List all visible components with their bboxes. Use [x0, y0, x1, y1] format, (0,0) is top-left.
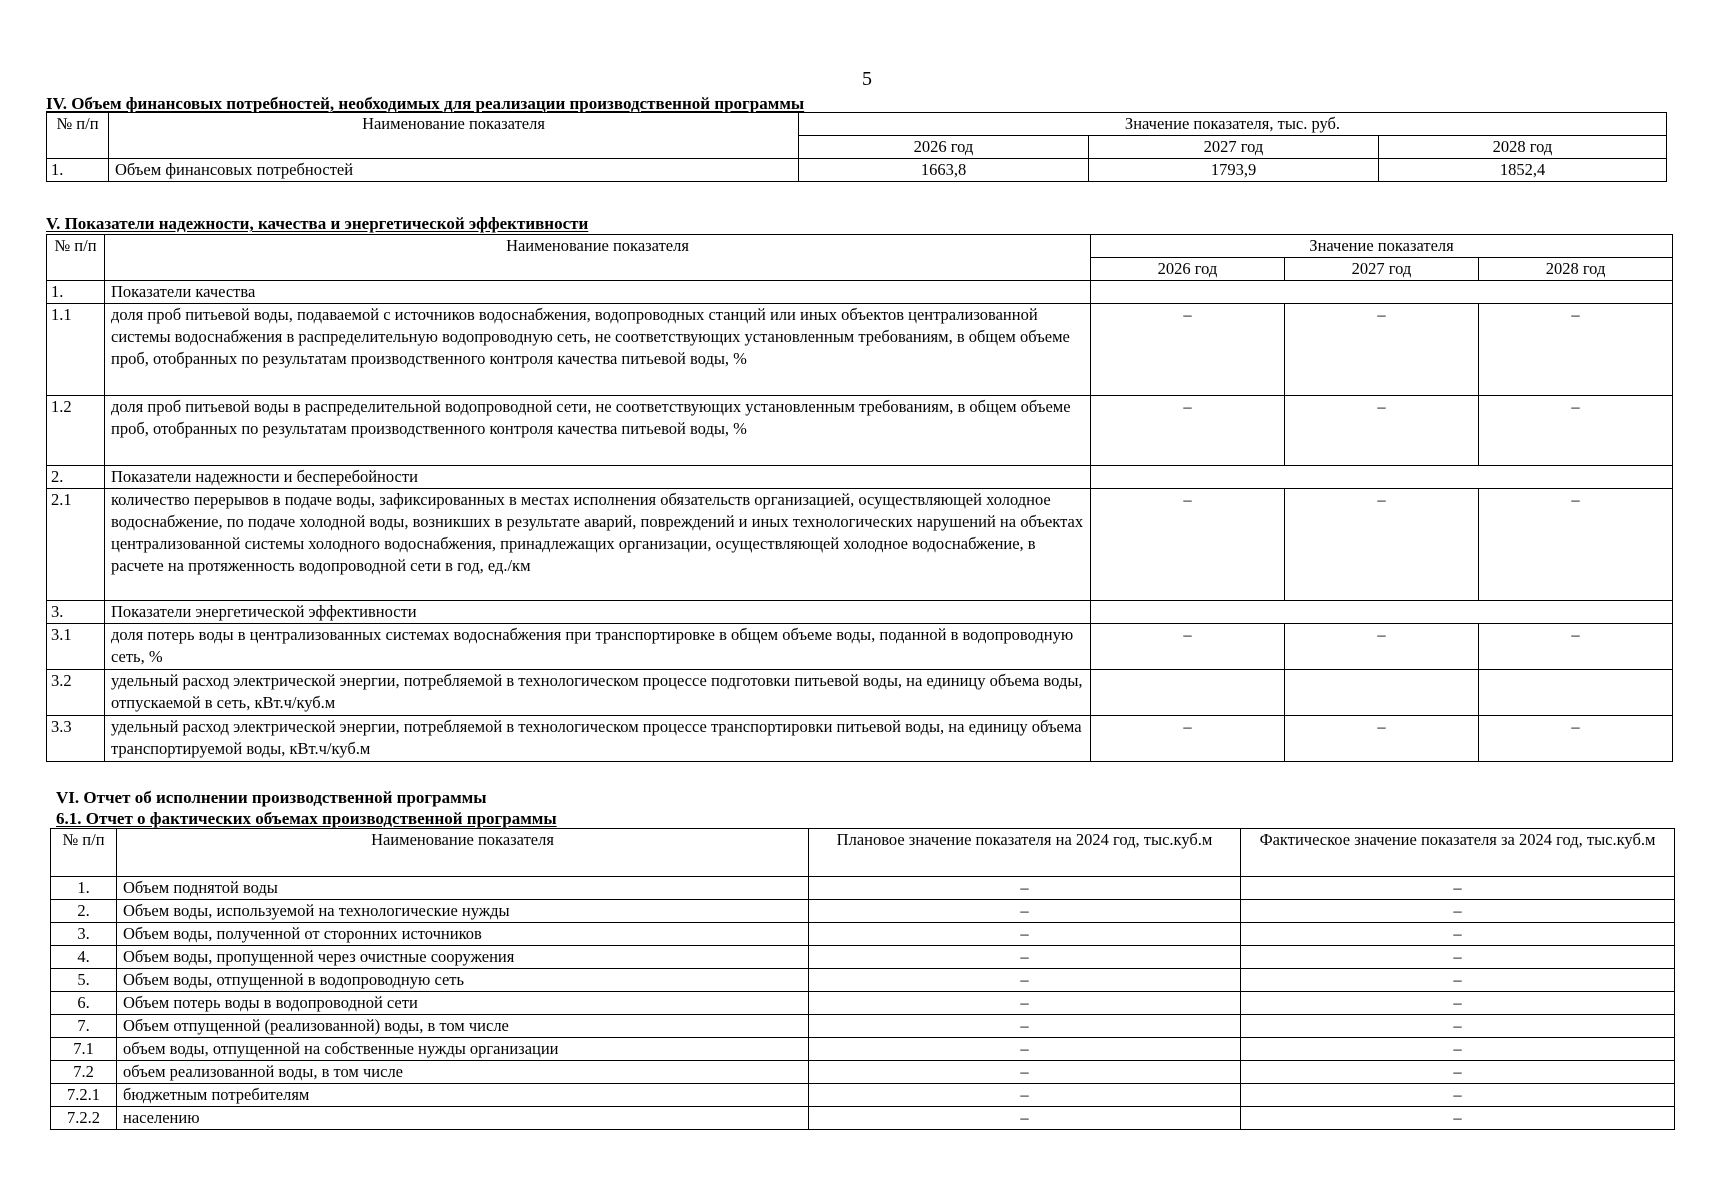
- header-year: 2027 год: [1285, 258, 1479, 281]
- row-value: 1663,8: [799, 159, 1089, 182]
- table-row-group: [47, 281, 1673, 304]
- row-number: 5.: [51, 969, 117, 992]
- row-value: –: [1285, 396, 1479, 466]
- row-number: 7.2: [51, 1061, 117, 1084]
- row-value: –: [1091, 716, 1285, 762]
- table-row: [51, 877, 1675, 900]
- row-fact: –: [1241, 946, 1675, 969]
- row-name: доля проб питьевой воды, подаваемой с источников водоснабжения, водопроводных станций или иных объектов централизованной системы водоснабжения в распределительную водопроводную сеть, не соответствующих установленным требованиям, в общем объеме проб, отобранных по результатам производственного контроля качества питьевой воды, %: [105, 304, 1091, 396]
- row-name: Объем потерь воды в водопроводной сети: [117, 992, 809, 1015]
- row-number: 7.2.2: [51, 1107, 117, 1130]
- row-value: –: [1091, 396, 1285, 466]
- row-name: Объем отпущенной (реализованной) воды, в том числе: [117, 1015, 809, 1038]
- row-name: Объем финансовых потребностей: [109, 159, 799, 182]
- row-fact: –: [1241, 1038, 1675, 1061]
- financial-needs-table: [46, 112, 1667, 182]
- table-row: [51, 1038, 1675, 1061]
- header-year: 2028 год: [1379, 136, 1667, 159]
- table-row: [51, 992, 1675, 1015]
- table-row: [51, 1084, 1675, 1107]
- page-number: 5: [862, 68, 872, 90]
- row-number: 1.: [51, 877, 117, 900]
- row-name: Объем поднятой воды: [117, 877, 809, 900]
- row-name: объем реализованной воды, в том числе: [117, 1061, 809, 1084]
- row-name: бюджетным потребителям: [117, 1084, 809, 1107]
- section-6-title: VI. Отчет об исполнении производственной программы: [56, 788, 487, 807]
- row-plan: –: [809, 923, 1241, 946]
- row-fact: –: [1241, 923, 1675, 946]
- row-name: удельный расход электрической энергии, потребляемой в технологическом процессе подготовки питьевой воды, на единицу объема воды, отпускаемой в сеть, кВт.ч/куб.м: [105, 670, 1091, 716]
- indicators-table: [46, 234, 1673, 762]
- row-value: –: [1285, 624, 1479, 670]
- row-number: 7.2.1: [51, 1084, 117, 1107]
- table-row: [51, 923, 1675, 946]
- row-number: 6.: [51, 992, 117, 1015]
- row-number: 3.: [51, 923, 117, 946]
- row-value-empty: [1091, 601, 1673, 624]
- table-row: [51, 1107, 1675, 1130]
- header-no: № п/п: [47, 113, 109, 159]
- row-name: Объем воды, полученной от сторонних источников: [117, 923, 809, 946]
- row-plan: –: [809, 1107, 1241, 1130]
- table-row: [51, 1061, 1675, 1084]
- row-plan: –: [809, 900, 1241, 923]
- row-plan: –: [809, 1061, 1241, 1084]
- row-value: –: [1479, 304, 1673, 396]
- row-value: –: [1091, 304, 1285, 396]
- header-year: 2027 год: [1089, 136, 1379, 159]
- row-plan: –: [809, 1015, 1241, 1038]
- row-number: 3.1: [47, 624, 105, 670]
- header-name: Наименование показателя: [109, 113, 799, 159]
- row-value: [1285, 670, 1479, 716]
- row-plan: –: [809, 969, 1241, 992]
- table-row-group: [47, 466, 1673, 489]
- row-plan: –: [809, 992, 1241, 1015]
- header-fact: Фактическое значение показателя за 2024 год, тыс.куб.м: [1241, 829, 1675, 877]
- section-5-title: V. Показатели надежности, качества и энергетической эффективности: [46, 214, 589, 233]
- row-name: доля проб питьевой воды в распределительной водопроводной сети, не соответствующих установленным требованиям, в общем объеме проб, отобранных по результатам производственного контроля качества питьевой воды, %: [105, 396, 1091, 466]
- row-value: [1479, 670, 1673, 716]
- row-name: количество перерывов в подаче воды, зафиксированных в местах исполнения обязательств организацией, осуществляющей холодное водоснабжение, по подаче холодной воды, возникших в результате аварий, повреждений и иных технологических нарушений на объектах централизованной системы холодного водоснабжения, принадлежащих организации, осуществляющей холодное водоснабжение, в расчете на протяженность водопроводной сети в год, ед./км: [105, 489, 1091, 601]
- section-4-title: IV. Объем финансовых потребностей, необходимых для реализации производственной программы: [46, 94, 805, 113]
- row-number: 1.1: [47, 304, 105, 396]
- row-name: объем воды, отпущенной на собственные нужды организации: [117, 1038, 809, 1061]
- header-year: 2026 год: [1091, 258, 1285, 281]
- row-number: 4.: [51, 946, 117, 969]
- table-row: [47, 304, 1673, 396]
- row-name: населению: [117, 1107, 809, 1130]
- row-number: 3.3: [47, 716, 105, 762]
- row-fact: –: [1241, 877, 1675, 900]
- row-name: удельный расход электрической энергии, потребляемой в технологическом процессе транспортировки питьевой воды, на единицу объема транспортируемой воды, кВт.ч/куб.м: [105, 716, 1091, 762]
- row-value-empty: [1091, 466, 1673, 489]
- row-value: –: [1479, 396, 1673, 466]
- row-number: 2.1: [47, 489, 105, 601]
- row-name: Показатели энергетической эффективности: [105, 601, 1091, 624]
- row-value: –: [1091, 489, 1285, 601]
- header-plan: Плановое значение показателя на 2024 год, тыс.куб.м: [809, 829, 1241, 877]
- table-row: [47, 624, 1673, 670]
- table-row-group: [47, 601, 1673, 624]
- table-row: [51, 946, 1675, 969]
- row-name: Объем воды, используемой на технологические нужды: [117, 900, 809, 923]
- header-value: Значение показателя, тыс. руб.: [799, 113, 1667, 136]
- row-fact: –: [1241, 1061, 1675, 1084]
- row-name: Показатели качества: [105, 281, 1091, 304]
- row-number: 1.: [47, 159, 109, 182]
- row-name: Объем воды, пропущенной через очистные сооружения: [117, 946, 809, 969]
- row-number: 2.: [47, 466, 105, 489]
- table-row: [47, 396, 1673, 466]
- row-value: [1091, 670, 1285, 716]
- header-name: Наименование показателя: [117, 829, 809, 877]
- row-fact: –: [1241, 992, 1675, 1015]
- row-number: 7.: [51, 1015, 117, 1038]
- row-number: 3.2: [47, 670, 105, 716]
- row-value: –: [1479, 489, 1673, 601]
- row-value: –: [1091, 624, 1285, 670]
- section-6-subtitle: 6.1. Отчет о фактических объемах производственной программы: [56, 809, 557, 828]
- row-fact: –: [1241, 900, 1675, 923]
- row-plan: –: [809, 877, 1241, 900]
- production-report-table: [50, 828, 1675, 1130]
- header-no: № п/п: [51, 829, 117, 877]
- header-value: Значение показателя: [1091, 235, 1673, 258]
- row-value: –: [1479, 624, 1673, 670]
- row-name: Объем воды, отпущенной в водопроводную сеть: [117, 969, 809, 992]
- table-row: [51, 1015, 1675, 1038]
- row-number: 1.2: [47, 396, 105, 466]
- table-row: [51, 900, 1675, 923]
- row-value-empty: [1091, 281, 1673, 304]
- header-year: 2028 год: [1479, 258, 1673, 281]
- row-value: –: [1285, 304, 1479, 396]
- row-value: –: [1285, 716, 1479, 762]
- table-row: [47, 159, 1667, 182]
- row-name: доля потерь воды в централизованных системах водоснабжения при транспортировке в общем объеме воды, поданной в водопроводную сеть, %: [105, 624, 1091, 670]
- row-plan: –: [809, 1084, 1241, 1107]
- row-fact: –: [1241, 1084, 1675, 1107]
- header-year: 2026 год: [799, 136, 1089, 159]
- row-plan: –: [809, 946, 1241, 969]
- row-value: –: [1479, 716, 1673, 762]
- row-fact: –: [1241, 969, 1675, 992]
- row-fact: –: [1241, 1107, 1675, 1130]
- row-number: 2.: [51, 900, 117, 923]
- row-value: –: [1285, 489, 1479, 601]
- row-fact: –: [1241, 1015, 1675, 1038]
- header-no: № п/п: [47, 235, 105, 281]
- row-value: 1852,4: [1379, 159, 1667, 182]
- row-number: 7.1: [51, 1038, 117, 1061]
- row-value: 1793,9: [1089, 159, 1379, 182]
- table-row: [47, 489, 1673, 601]
- row-number: 1.: [47, 281, 105, 304]
- row-number: 3.: [47, 601, 105, 624]
- table-row: [47, 670, 1673, 716]
- table-row: [51, 969, 1675, 992]
- row-name: Показатели надежности и бесперебойности: [105, 466, 1091, 489]
- row-plan: –: [809, 1038, 1241, 1061]
- table-row: [47, 716, 1673, 762]
- header-name: Наименование показателя: [105, 235, 1091, 281]
